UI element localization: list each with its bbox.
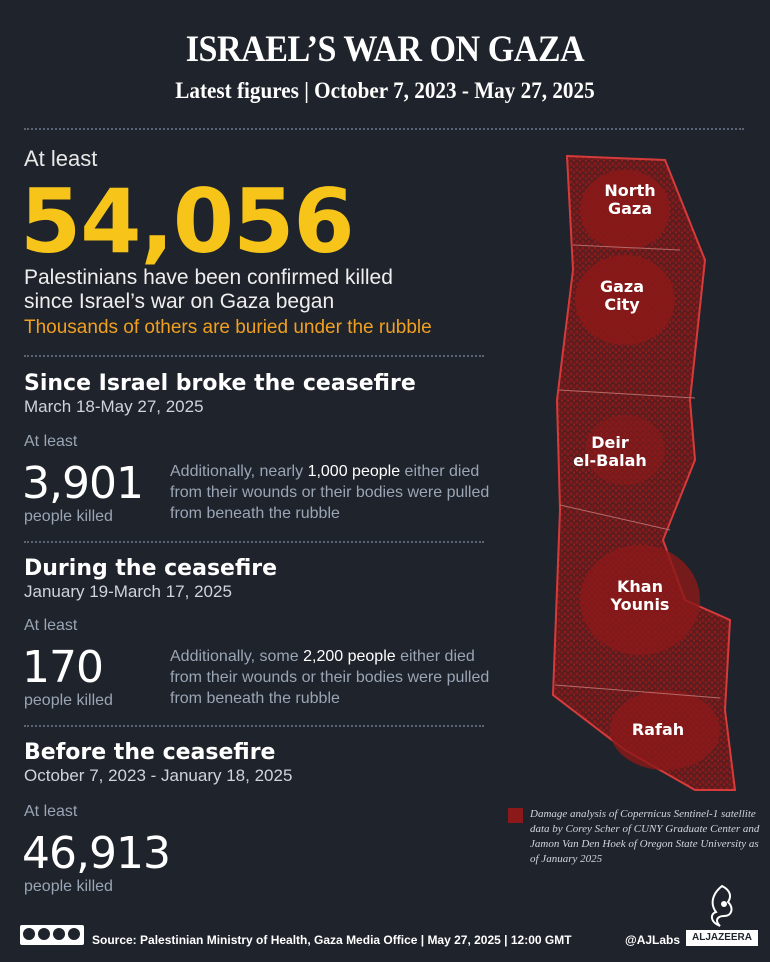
section-at-least: At least [24, 433, 78, 450]
headline-line1: Palestinians have been confirmed killed [24, 266, 393, 289]
page-title: ISRAEL’S WAR ON GAZA [185, 29, 585, 70]
section-at-least: At least [24, 803, 78, 820]
section-title: During the ceasefire [24, 556, 278, 581]
section-unit: people killed [24, 508, 113, 525]
region-label: Gaza City [599, 277, 645, 314]
section-additional [170, 461, 490, 524]
legend-text: Damage analysis of Copernicus Sentinel-1 satellite data by Corey Scher of CUNY Graduate Center and Jamon Van Den Hoek of Oregon State University as of January 2025 [530, 808, 760, 865]
additional-text: Additionally, some [170, 648, 304, 665]
creative-commons-icon [20, 925, 84, 945]
logo-wordmark: ALJAZEERA [686, 930, 758, 946]
aljazeera-logo-icon [702, 884, 742, 928]
section-unit: people killed [24, 692, 113, 709]
gaza-map-svg [545, 150, 755, 795]
section-dates: March 18-May 27, 2025 [24, 397, 204, 416]
section-dates: October 7, 2023 - January 18, 2025 [24, 766, 293, 785]
headline-at-least: At least [24, 146, 98, 171]
page-subtitle: Latest figures | October 7, 2023 - May 27, 2025 [175, 78, 595, 103]
divider [24, 128, 744, 130]
source-credit: Source: Palestinian Ministry of Health, Gaza Media Office | May 27, 2025 | 12:00 GMT [92, 933, 572, 947]
divider [24, 541, 484, 543]
divider [24, 355, 484, 357]
section-number: 3,901 [22, 458, 143, 509]
headline-number: 54,056 [20, 170, 354, 273]
section-number: 46,913 [22, 828, 170, 879]
section-title: Before the ceasefire [24, 740, 276, 765]
additional-text: either died from their wounds or their bodies were pulled from beneath the rubble [170, 463, 490, 522]
additional-text: either died from their wounds or their bodies were pulled from beneath the rubble [170, 648, 490, 707]
headline-line2: since Israel’s war on Gaza began [24, 290, 335, 313]
headline-rubble: Thousands of others are buried under the rubble [24, 317, 432, 338]
region-label: Rafah [631, 720, 685, 739]
divider [24, 725, 484, 727]
region-label: North Gaza [604, 181, 656, 218]
gaza-map [545, 150, 755, 795]
section-dates: January 19-March 17, 2025 [24, 582, 232, 601]
section-at-least: At least [24, 617, 78, 634]
section-unit: people killed [24, 878, 113, 895]
additional-count: 2,200 people [303, 648, 396, 665]
headline-description [24, 266, 484, 314]
section-additional [170, 646, 490, 709]
additional-text: Additionally, nearly [170, 463, 308, 480]
social-handle: @AJLabs [625, 933, 681, 947]
section-title: Since Israel broke the ceasefire [24, 371, 416, 396]
region-label: Khan Younis [610, 577, 670, 614]
section-number: 170 [22, 642, 103, 693]
legend-swatch [508, 808, 523, 823]
region-label: Deir el-Balah [573, 433, 647, 470]
additional-count: 1,000 people [307, 463, 401, 480]
